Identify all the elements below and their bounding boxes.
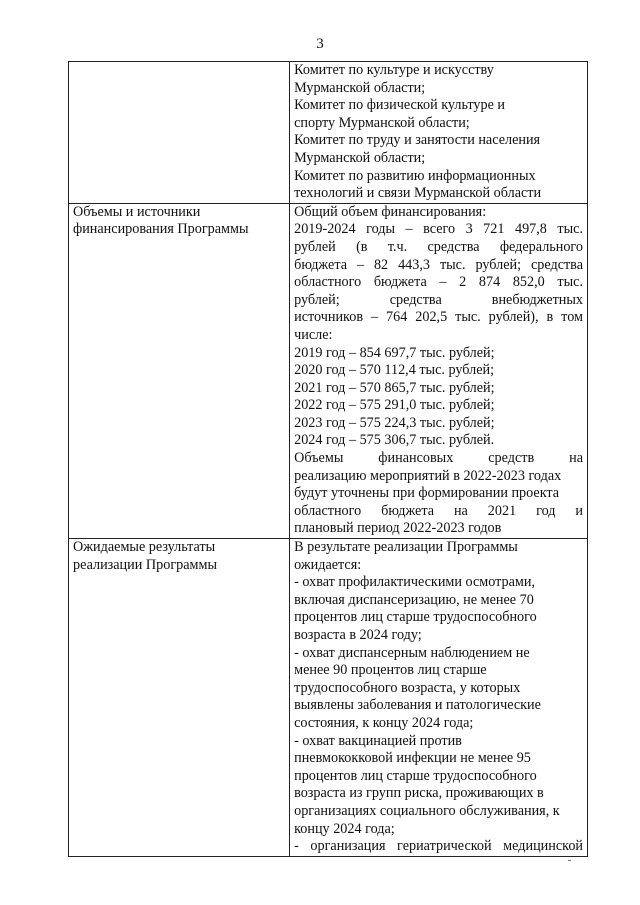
row-content-line: Мурманской области; xyxy=(294,79,426,96)
table-row xyxy=(69,539,588,857)
row-content-line: 2022 год – 575 291,0 тыс. рублей; xyxy=(294,397,495,414)
scan-artifact xyxy=(568,860,571,861)
row-content-cell xyxy=(290,62,588,204)
row-content-line: 2024 год – 575 306,7 тыс. рублей. xyxy=(294,432,495,449)
row-content-line: - охват вакцинацией против xyxy=(294,732,462,749)
row-content-line: трудоспособного возраста, у которых xyxy=(294,679,521,696)
row-content-line: - охват диспансерным наблюдением не xyxy=(294,644,530,661)
table-row xyxy=(69,62,588,204)
row-content-line: Комитет по труду и занятости населения xyxy=(294,132,541,149)
row-content-line: спорту Мурманской области; xyxy=(294,114,470,131)
row-label-cell xyxy=(69,62,290,204)
row-content-line: Комитет по культуре и искусству xyxy=(294,62,494,78)
row-content-line: возраста из групп риска, проживающих в xyxy=(294,785,544,802)
row-label-line: Объемы и источники xyxy=(73,203,201,220)
row-content-line: плановый период 2022-2023 годов xyxy=(294,520,502,537)
row-label-line: финансирования Программы xyxy=(73,221,249,238)
row-content-line: В результате реализации Программы xyxy=(294,539,518,556)
row-content-cell xyxy=(290,203,588,538)
row-content-line: концу 2024 года; xyxy=(294,820,395,837)
row-content-line: 2021 год – 570 865,7 тыс. рублей; xyxy=(294,379,495,396)
row-label-cell xyxy=(69,203,290,538)
row-content-line: Комитет по физической культуре и xyxy=(294,97,506,114)
row-content-line: 2023 год – 575 224,3 тыс. рублей; xyxy=(294,414,495,431)
row-content-line: областного бюджета на 2021 год и xyxy=(294,502,583,519)
row-content-line: бюджета – 82 443,3 тыс. рублей; средства xyxy=(294,256,583,273)
row-content-line: областного бюджета – 2 874 852,0 тыс. xyxy=(294,274,583,291)
row-content-line: ожидается: xyxy=(294,556,362,573)
row-content-line: организациях социального обслуживания, к xyxy=(294,802,560,819)
row-content-line: менее 90 процентов лиц старше xyxy=(294,662,487,679)
row-content-line: процентов лиц старше трудоспособного xyxy=(294,767,537,784)
program-passport-table xyxy=(68,61,588,857)
row-content-line: Мурманской области; xyxy=(294,149,426,166)
row-content-line: 2019-2024 годы – всего 3 721 497,8 тыс. xyxy=(294,221,583,238)
row-content-line: - охват профилактическими осмотрами, xyxy=(294,574,536,591)
row-content-line: числе: xyxy=(294,326,333,343)
row-content-line: 2019 год – 854 697,7 тыс. рублей; xyxy=(294,344,495,361)
row-content-cell xyxy=(290,539,588,857)
row-content-line: процентов лиц старше трудоспособного xyxy=(294,609,537,626)
row-content-line: источников – 764 202,5 тыс. рублей), в том xyxy=(294,309,583,326)
row-content-line: технологий и связи Мурманской области xyxy=(294,185,542,202)
row-content-line: - организация гериатрической медицинской xyxy=(294,838,583,855)
row-label-line: реализации Программы xyxy=(73,556,218,573)
row-content-line: состояния, к концу 2024 года; xyxy=(294,714,474,731)
page-number: 3 xyxy=(316,36,324,52)
row-content-line: Общий объем финансирования: xyxy=(294,203,487,220)
row-label-cell xyxy=(69,539,290,857)
row-content-line: будут уточнены при формировании проекта xyxy=(294,485,560,502)
row-content-line: пневмококковой инфекции не менее 95 xyxy=(294,750,531,767)
row-content-line: включая диспансеризацию, не менее 70 xyxy=(294,591,534,608)
row-content-line: рублей (в т.ч. средства федерального xyxy=(294,238,583,255)
row-label-line: Ожидаемые результаты xyxy=(73,539,216,556)
row-content-line: рублей; средства внебюджетных xyxy=(294,291,583,308)
row-content-line: реализацию мероприятий в 2022-2023 годах xyxy=(294,467,562,484)
row-content-line: возраста в 2024 году; xyxy=(294,627,422,643)
row-content-line: Комитет по развитию информационных xyxy=(294,167,536,184)
row-content-line: Объемы финансовых средств на xyxy=(294,450,583,467)
table-row xyxy=(69,203,588,538)
row-content-line: выявлены заболевания и патологические xyxy=(294,697,541,714)
row-content-line: 2020 год – 570 112,4 тыс. рублей; xyxy=(294,362,495,379)
